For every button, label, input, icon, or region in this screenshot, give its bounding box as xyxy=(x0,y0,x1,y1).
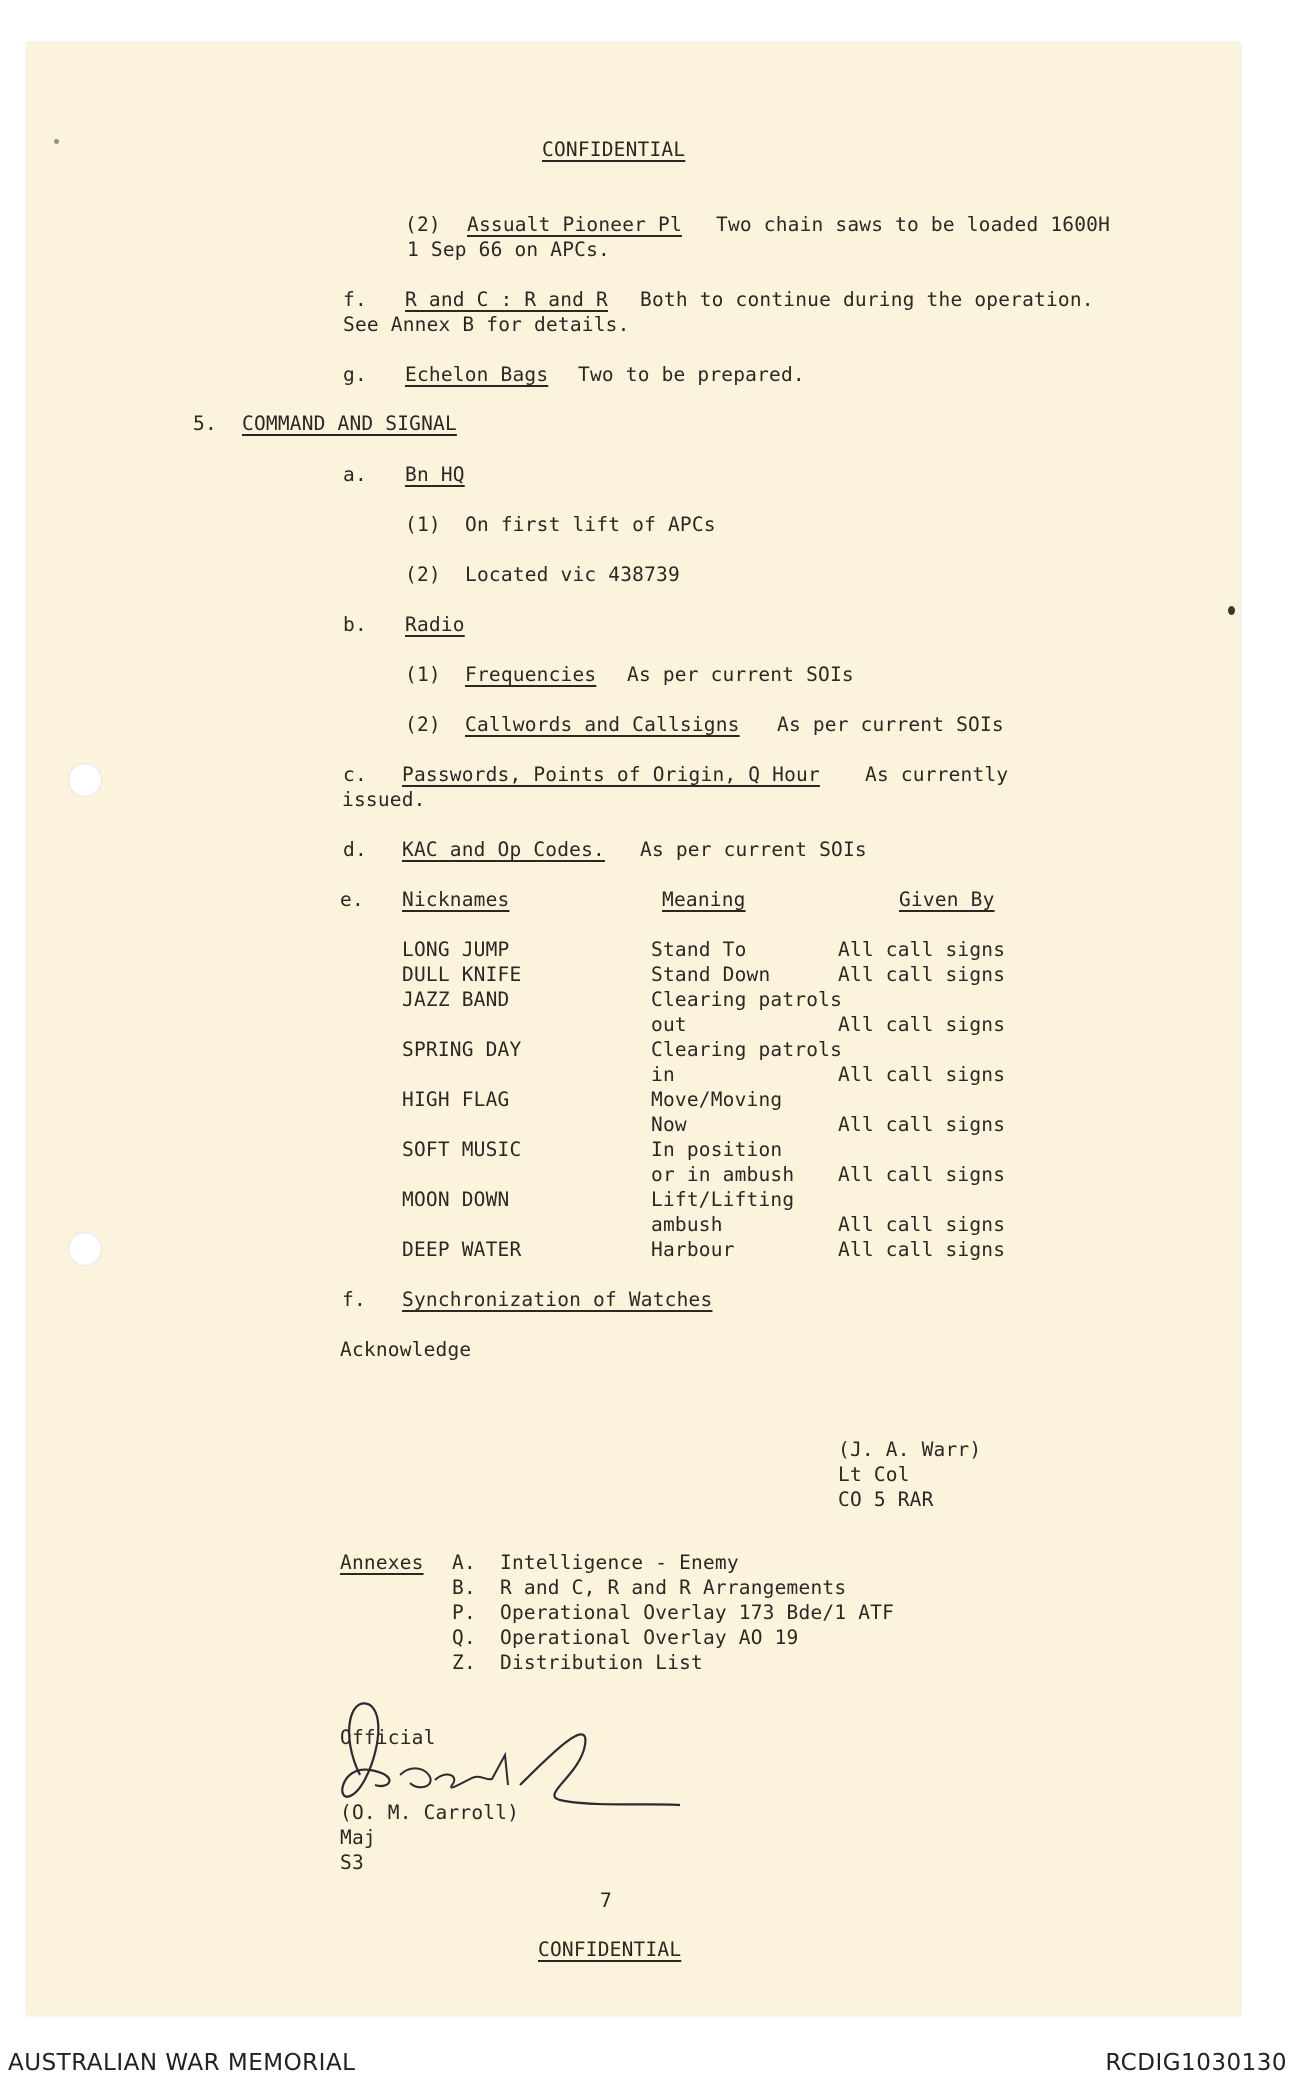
annex-title: Intelligence - Enemy xyxy=(500,1551,739,1574)
nickname-cell: DULL KNIFE xyxy=(402,963,522,986)
annex-title: Distribution List xyxy=(500,1651,703,1674)
item-text: As per current SOIs xyxy=(777,713,1004,736)
item-text: As per current SOIs xyxy=(640,838,867,861)
item-text-cont: See Annex B for details. xyxy=(343,313,630,336)
section-number: 5. xyxy=(193,412,217,435)
item-title: Callwords and Callsigns xyxy=(465,713,740,736)
punch-hole xyxy=(68,763,102,797)
item-text-cont: 1 Sep 66 on APCs. xyxy=(407,238,610,261)
item-letter: c. xyxy=(343,763,367,786)
meaning-cell: Harbour xyxy=(651,1238,735,1261)
annex-letter: Z. xyxy=(452,1651,476,1674)
given-by-cell: All call signs xyxy=(838,1063,1006,1086)
meaning-cell-cont: out xyxy=(651,1013,687,1036)
official-label: Official xyxy=(340,1726,436,1749)
signatory-appointment: CO 5 RAR xyxy=(838,1488,934,1511)
official-rank: Maj xyxy=(340,1826,376,1849)
item-letter: a. xyxy=(343,463,367,486)
archive-id: RCDIG1030130 xyxy=(1105,2050,1287,2076)
annex-letter: Q. xyxy=(452,1626,476,1649)
section-title: COMMAND AND SIGNAL xyxy=(242,412,457,435)
meaning-cell: Stand To xyxy=(651,938,747,961)
item-number: (1) xyxy=(405,663,441,686)
item-title: Bn HQ xyxy=(405,463,465,486)
item-title: Radio xyxy=(405,613,465,636)
column-header-nicknames: Nicknames xyxy=(402,888,510,911)
annex-letter: B. xyxy=(452,1576,476,1599)
official-appointment: S3 xyxy=(340,1851,364,1874)
nickname-cell: HIGH FLAG xyxy=(402,1088,510,1111)
given-by-cell: All call signs xyxy=(838,963,1006,986)
item-title: Passwords, Points of Origin, Q Hour xyxy=(402,763,820,786)
ink-mark xyxy=(54,139,59,144)
archive-footer xyxy=(0,2040,1295,2082)
item-title: R and C : R and R xyxy=(405,288,608,311)
column-header-given-by: Given By xyxy=(899,888,995,911)
column-header-meaning: Meaning xyxy=(662,888,746,911)
annex-title: Operational Overlay 173 Bde/1 ATF xyxy=(500,1601,895,1624)
acknowledge-text: Acknowledge xyxy=(340,1338,472,1361)
nickname-cell: JAZZ BAND xyxy=(402,988,510,1011)
annex-letter: A. xyxy=(452,1551,476,1574)
archive-source: AUSTRALIAN WAR MEMORIAL xyxy=(8,2050,356,2076)
classification-header: CONFIDENTIAL xyxy=(542,138,686,161)
punch-hole xyxy=(68,1232,102,1266)
given-by-cell: All call signs xyxy=(838,938,1006,961)
item-title: Assualt Pioneer Pl xyxy=(467,213,682,236)
page-number: 7 xyxy=(600,1889,612,1912)
meaning-cell-cont: Now xyxy=(651,1113,687,1136)
classification-footer: CONFIDENTIAL xyxy=(538,1938,682,1961)
item-number: (2) xyxy=(405,213,441,236)
item-letter: d. xyxy=(343,838,367,861)
annexes-label: Annexes xyxy=(340,1551,424,1574)
item-letter: f. xyxy=(343,288,367,311)
item-number: (2) xyxy=(405,563,441,586)
item-text: Both to continue during the operation. xyxy=(640,288,1094,311)
given-by-cell: All call signs xyxy=(838,1013,1006,1036)
item-number: (1) xyxy=(405,513,441,536)
annex-title: R and C, R and R Arrangements xyxy=(500,1576,847,1599)
item-title: Synchronization of Watches xyxy=(402,1288,713,1311)
meaning-cell: Move/Moving xyxy=(651,1088,783,1111)
nickname-cell: SPRING DAY xyxy=(402,1038,522,1061)
given-by-cell: All call signs xyxy=(838,1163,1006,1186)
item-text-cont: issued. xyxy=(342,788,426,811)
item-letter: g. xyxy=(343,363,367,386)
item-text: As per current SOIs xyxy=(627,663,854,686)
meaning-cell: Clearing patrols xyxy=(651,1038,843,1061)
ink-mark xyxy=(1228,606,1235,615)
item-title: Echelon Bags xyxy=(405,363,549,386)
item-letter: e. xyxy=(340,888,364,911)
item-text: Located vic 438739 xyxy=(465,563,680,586)
annex-title: Operational Overlay AO 19 xyxy=(500,1626,799,1649)
item-text: On first lift of APCs xyxy=(465,513,716,536)
nickname-cell: DEEP WATER xyxy=(402,1238,522,1261)
meaning-cell: Clearing patrols xyxy=(651,988,843,1011)
item-letter: b. xyxy=(343,613,367,636)
given-by-cell: All call signs xyxy=(838,1113,1006,1136)
nickname-cell: MOON DOWN xyxy=(402,1188,510,1211)
item-text: As currently xyxy=(865,763,1009,786)
nickname-cell: SOFT MUSIC xyxy=(402,1138,522,1161)
signatory-rank: Lt Col xyxy=(838,1463,910,1486)
meaning-cell-cont: ambush xyxy=(651,1213,723,1236)
item-number: (2) xyxy=(405,713,441,736)
annex-letter: P. xyxy=(452,1601,476,1624)
nickname-cell: LONG JUMP xyxy=(402,938,510,961)
meaning-cell: In position xyxy=(651,1138,783,1161)
item-letter: f. xyxy=(342,1288,366,1311)
given-by-cell: All call signs xyxy=(838,1213,1006,1236)
meaning-cell: Stand Down xyxy=(651,963,771,986)
item-title: Frequencies xyxy=(465,663,597,686)
given-by-cell: All call signs xyxy=(838,1238,1006,1261)
signatory-name: (J. A. Warr) xyxy=(838,1438,982,1461)
meaning-cell-cont: or in ambush xyxy=(651,1163,795,1186)
item-text: Two chain saws to be loaded 1600H xyxy=(716,213,1111,236)
item-title: KAC and Op Codes. xyxy=(402,838,605,861)
official-name: (O. M. Carroll) xyxy=(340,1801,520,1824)
meaning-cell: Lift/Lifting xyxy=(651,1188,795,1211)
meaning-cell-cont: in xyxy=(651,1063,675,1086)
item-text: Two to be prepared. xyxy=(578,363,805,386)
